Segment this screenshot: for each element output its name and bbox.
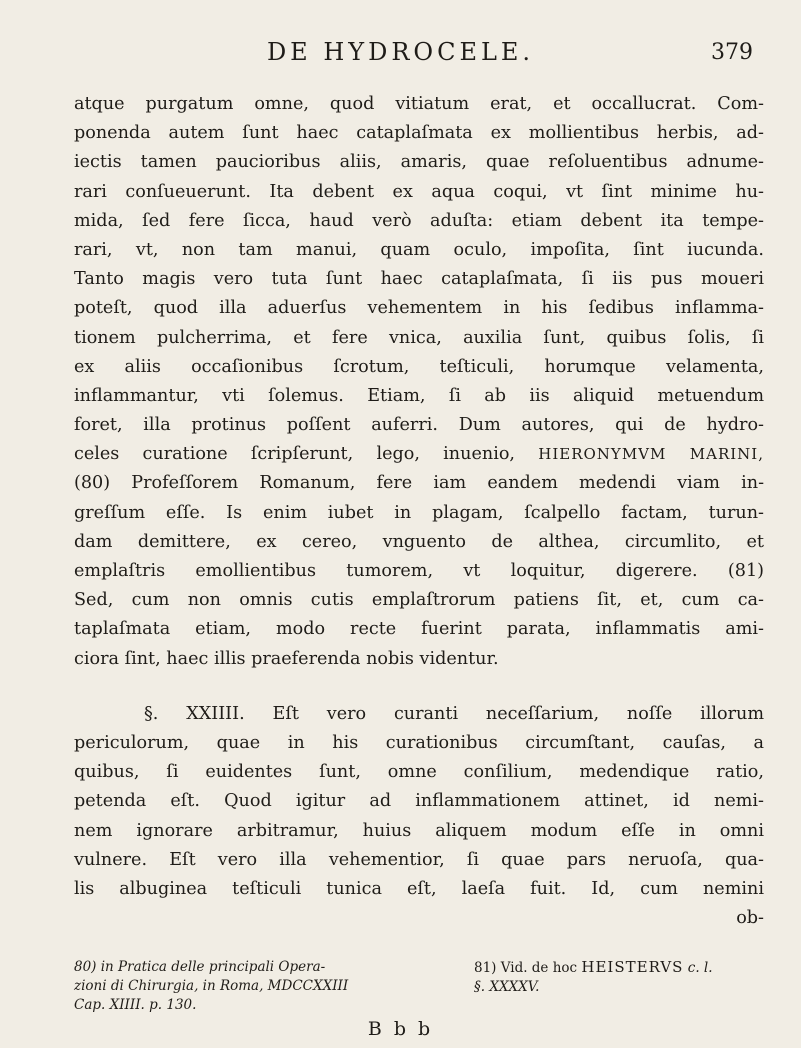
- signature-mark: B b b: [367, 1018, 434, 1040]
- text-line: petenda eſt. Quod igitur ad inflammationem attinet, id nemi-: [74, 791, 764, 812]
- footnote-line: [474, 958, 766, 978]
- footnote-81: [474, 958, 766, 997]
- text-line: foret, illa protinus poſſent auferri. Dum autores, qui de hydro-: [74, 415, 764, 436]
- text-fragment: emplaſtris emollientibus tumorem, vt loquitur, digerere.: [74, 561, 698, 581]
- section-heading-line: §. XXIIII. Eſt vero curanti neceſſarium, noſſe illorum: [144, 703, 764, 724]
- text-line: taplaſmata etiam, modo recte fuerint parata, inflammatis ami-: [74, 619, 764, 640]
- running-title: DE HYDROCELE.: [266, 38, 535, 66]
- text-line: dam demittere, ex cereo, vnguento de althea, circumlito, et: [74, 531, 764, 552]
- text-line: Sed, cum non omnis cutis emplaſtrorum patiens ſit, et, cum ca-: [74, 590, 764, 611]
- text-line: ponenda autem ſunt haec cataplaſmata ex mollientibus herbis, ad-: [74, 123, 764, 144]
- text-line: periculorum, quae in his curationibus circumſtant, cauſas, a: [74, 732, 764, 753]
- text-line: vulnere. Eſt vero illa vehementior, ſi quae pars neruoſa, qua-: [74, 849, 764, 870]
- text-line: poteſt, quod illa aduerſus vehementem in his ſedibus inflamma-: [74, 298, 764, 319]
- text-line: atque purgatum omne, quod vitiatum erat, et occallucrat. Com-: [74, 94, 764, 114]
- text-fragment: Profeſſorem Romanum, fere iam eandem medendi viam in-: [131, 473, 765, 494]
- text-line: ex aliis occaſionibus ſcrotum, teſticuli, horumque velamenta,: [74, 356, 764, 377]
- text-line: ciora ſint, haec illis praeferenda nobis videntur.: [74, 648, 499, 669]
- text-line: [74, 557, 764, 586]
- text-line: quibus, ſi euidentes ſunt, omne conſilium, medendique ratio,: [74, 762, 764, 783]
- running-head: [0, 38, 801, 74]
- text-line: inflammantur, vti ſolemus. Etiam, ſi ab iis aliquid metuendum: [74, 385, 764, 406]
- page-number: 379: [711, 40, 753, 65]
- text-line: mida, ſed fere ſicca, haud verò aduſta: etiam debent ita tempe-: [74, 210, 764, 231]
- text-line: lis albuginea teſticuli tunica eſt, laeſa fuit. Id, cum nemini: [74, 878, 764, 899]
- text-fragment: celes curatione ſcripſerunt, lego, inuenio,: [74, 444, 516, 465]
- footnote-author: HEISTERVS: [581, 958, 684, 976]
- author-name: HIERONYMVM MARINI,: [538, 445, 765, 464]
- paragraph-gap: [74, 674, 764, 700]
- footnote-line: 80) in Pratica delle principali Opera-: [74, 959, 326, 975]
- footnote-line: §. XXXXV.: [474, 979, 540, 995]
- footnote-ref: (81): [727, 561, 765, 581]
- footnote-line: zioni di Chirurgia, in Roma, MDCCXXIII: [74, 978, 349, 994]
- text-line: [74, 440, 764, 469]
- text-line: rari conſueuerunt. Ita debent ex aqua coqui, vt ſint minime hu-: [74, 181, 764, 202]
- text-line: nem ignorare arbitramur, huius aliquem modum eſſe in omni: [74, 820, 764, 841]
- text-line: iectis tamen paucioribus aliis, amaris, quae reſoluentibus adnume-: [74, 152, 764, 173]
- text-line: [74, 469, 764, 498]
- text-line: Tanto magis vero tuta ſunt haec cataplaſmata, ſi iis pus moueri: [74, 269, 764, 290]
- catchword: ob-: [736, 908, 764, 929]
- footnote-80: [74, 958, 469, 1015]
- footnote-ref: (80): [74, 473, 111, 494]
- text-line: rari, vt, non tam manui, quam oculo, impoſita, ſint iucunda.: [74, 239, 764, 260]
- footnote-line: Cap. XIIII. p. 130.: [74, 997, 197, 1013]
- body-text: [74, 90, 764, 933]
- footnote-text: c. l.: [687, 960, 713, 976]
- footnote-text: 81) Vid. de hoc: [474, 960, 578, 976]
- text-line: tionem pulcherrima, et fere vnica, auxilia ſunt, quibus ſolis, ſi: [74, 327, 764, 348]
- text-line: greſſum eſſe. Is enim iubet in plagam, ſcalpello factam, turun-: [74, 502, 764, 523]
